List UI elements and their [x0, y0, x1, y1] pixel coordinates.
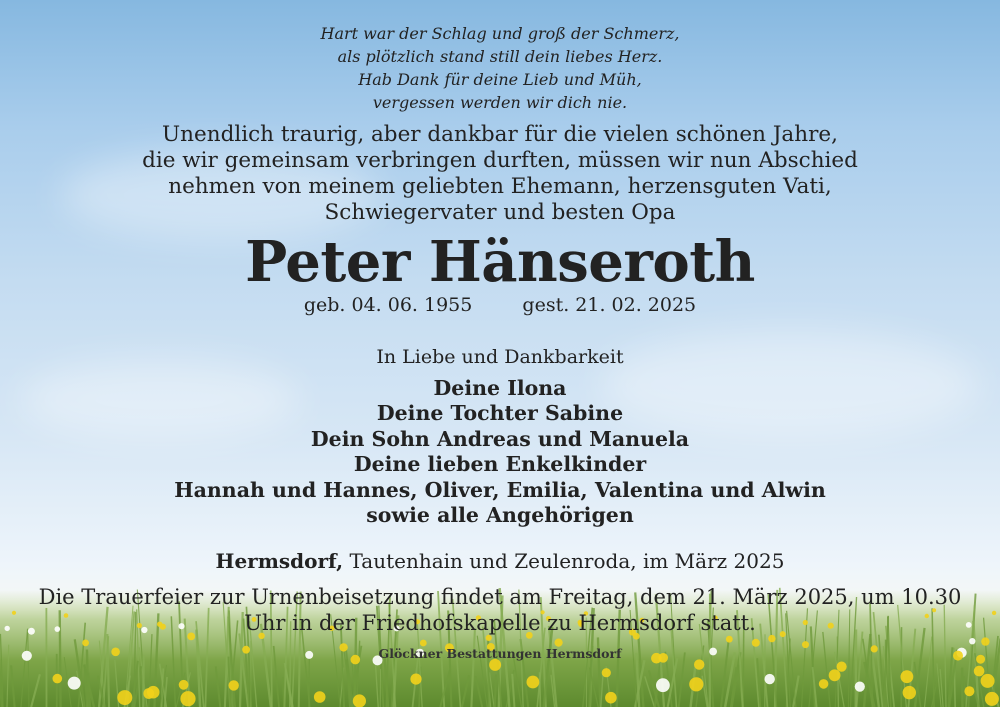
dandelion: [53, 674, 63, 684]
intro-text: [0, 122, 1000, 226]
dandelion: [229, 680, 239, 690]
dandelion: [656, 678, 670, 692]
mourners-list: [0, 376, 1000, 528]
dandelion: [68, 677, 81, 690]
mourner: Dein Sohn Andreas und Manuela: [310, 426, 690, 451]
poem-line: Hart war der Schlag und groß der Schmerz,: [320, 24, 680, 43]
place-date-line: [0, 547, 1000, 575]
intro-line: nehmen von meinem geliebten Ehemann, herzensguten Vati,: [168, 174, 832, 199]
ceremony-info: [0, 584, 1000, 636]
dandelion: [964, 686, 974, 696]
place-town: Hermsdorf,: [215, 549, 344, 573]
dandelion: [985, 692, 999, 706]
dandelion: [689, 677, 703, 691]
dandelion: [901, 670, 914, 683]
place-rest: Tautenhain und Zeulenroda, im März 2025: [349, 549, 785, 573]
dandelion: [314, 691, 326, 703]
grass-blade: [283, 677, 284, 707]
dandelion: [143, 688, 154, 699]
intro-line: Unendlich traurig, aber dankbar für die vielen schönen Jahre,: [162, 122, 838, 147]
poem: [0, 22, 1000, 114]
mourner: sowie alle Angehörigen: [366, 503, 634, 528]
dandelion: [981, 674, 995, 688]
dandelion: [765, 674, 775, 684]
dandelion: [969, 638, 975, 644]
thanks-line: In Liebe und Dankbarkeit: [376, 346, 624, 368]
dandelion: [855, 682, 865, 692]
dandelion: [837, 662, 847, 672]
dandelion: [768, 635, 775, 642]
poem-line: Hab Dank für deine Lieb und Müh,: [358, 70, 642, 89]
life-dates: [0, 292, 1000, 318]
dandelion: [179, 680, 189, 690]
dandelion: [117, 690, 132, 705]
dandelion: [726, 636, 733, 643]
dandelion: [180, 691, 195, 706]
dandelion: [819, 679, 829, 689]
mourner: Hannah und Hannes, Oliver, Emilia, Valentina und Alwin: [174, 477, 826, 502]
ceremony-line: Die Trauerfeier zur Urnenbeisetzung findet am Freitag, dem 21. März 2025, um 10.30: [38, 585, 962, 609]
undertaker: Glöckner Bestattungen Hermsdorf: [378, 646, 622, 661]
intro-line: Schwiegervater und besten Opa: [324, 200, 676, 225]
dandelion: [353, 694, 366, 707]
grass-blade: [743, 630, 744, 707]
intro-line: die wir gemeinsam verbringen durften, müssen wir nun Abschied: [142, 148, 858, 173]
dandelion: [605, 692, 617, 704]
ceremony-line: Uhr in der Friedhofskapelle zu Hermsdorf statt.: [244, 611, 756, 635]
grass-blade: [495, 674, 496, 707]
poem-line: vergessen werden wir dich nie.: [372, 93, 628, 112]
dandelion: [602, 668, 611, 677]
dandelion: [410, 674, 421, 685]
mourner: Deine Ilona: [433, 376, 567, 400]
dandelion: [829, 669, 841, 681]
poem-line: als plötzlich stand still dein liebes Herz.: [337, 47, 663, 66]
birth-date: geb. 04. 06. 1955: [303, 294, 473, 316]
dandelion: [974, 666, 985, 677]
deceased-name: Peter Hänseroth: [245, 229, 755, 295]
death-date: gest. 21. 02. 2025: [522, 294, 697, 316]
mourner: Deine lieben Enkelkinder: [353, 452, 647, 477]
mourner: Deine Tochter Sabine: [376, 401, 624, 426]
dandelion: [527, 676, 540, 689]
dandelion: [981, 637, 989, 645]
dandelion: [903, 686, 916, 699]
